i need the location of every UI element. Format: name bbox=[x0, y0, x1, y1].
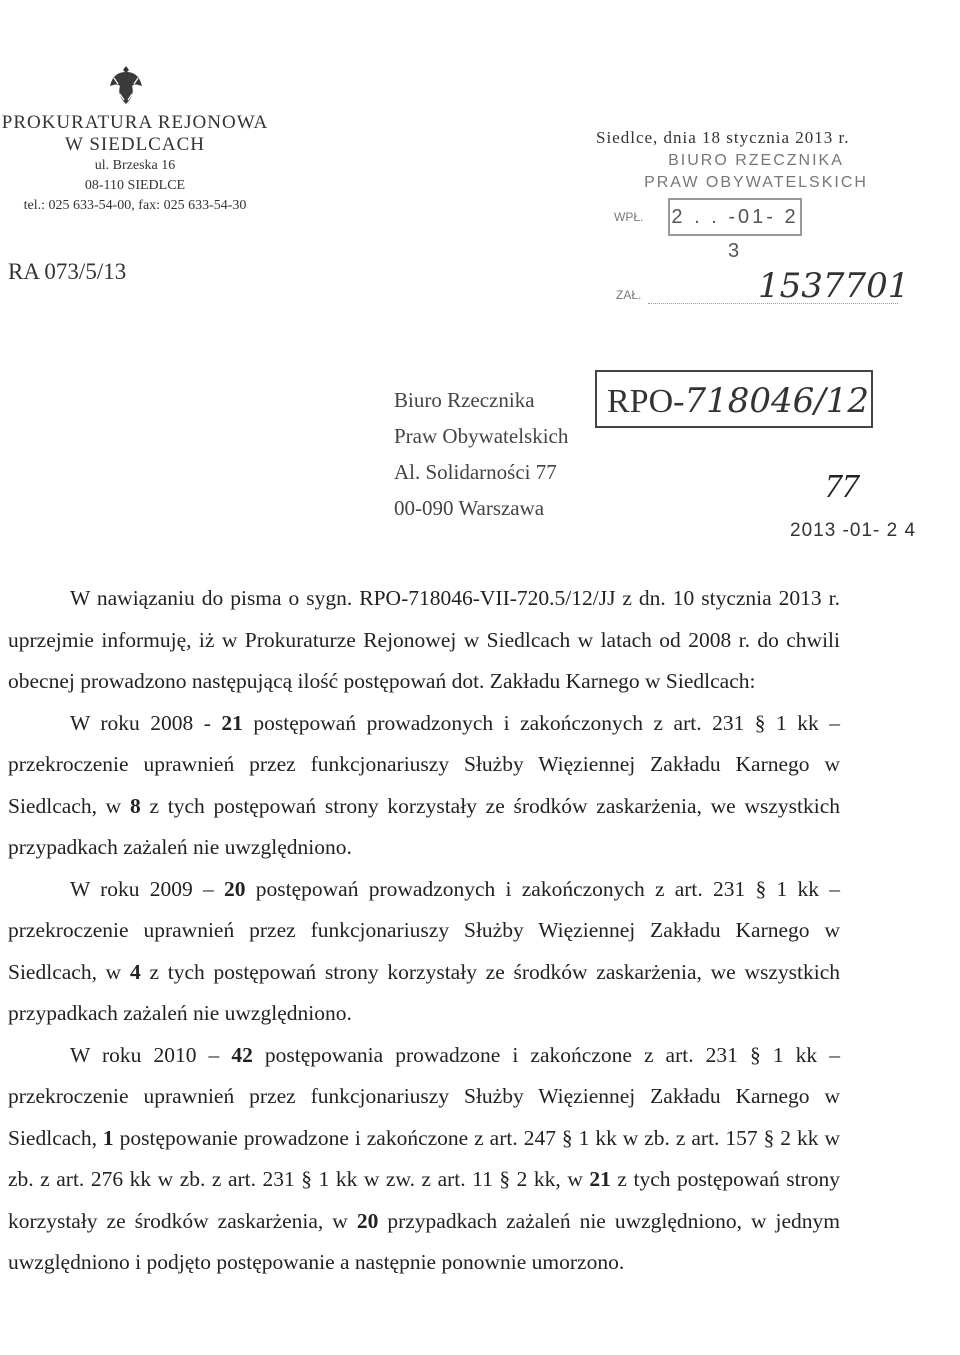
rpo-prefix: RPO- bbox=[607, 383, 685, 420]
recipient-address bbox=[394, 382, 568, 526]
count-value: 20 bbox=[224, 876, 246, 901]
rpo-handwritten: 718046/12 bbox=[684, 381, 869, 421]
stamp-wpl-date: 2 . . -01- 2 3 bbox=[668, 198, 802, 236]
rpo-stamp bbox=[595, 370, 873, 428]
eagle-emblem-icon bbox=[108, 62, 144, 108]
text-run: postępowania prowadzone i zakończone z art. 231 § 1 kk – przekroczenie uprawnień przez funkcjonariuszy Służby Więziennej Zakładu Karnego w Siedlcach, bbox=[8, 1042, 840, 1150]
text-run: postępowań prowadzonych i zakończonych z art. 231 § 1 kk – przekroczenie uprawnień przez funkcjonariuszy Służby Więziennej Zakładu Karnego w Siedlcach, w bbox=[8, 710, 840, 818]
intro-paragraph: W nawiązaniu do pisma o sygn. RPO-718046-VII-720.5/12/JJ z dn. 10 stycznia 2013 r. uprzejmie informuję, iż w Prokuraturze Rejonowej w Siedlcach w latach od 2008 r. do chwili obecnej prowadzono następującą ilość postępowań dot. Zakładu Karnego w Siedlcach: bbox=[8, 586, 840, 693]
count-value: 42 bbox=[231, 1042, 253, 1067]
text-run: z tych postępowań strony korzystały ze środków zaskarżenia, we wszystkich przypadkach zażaleń nie uwzględniono. bbox=[8, 793, 840, 859]
text-run: z tych postępowań strony korzystały ze środków zaskarżenia, we wszystkich przypadkach zażaleń nie uwzględniono. bbox=[8, 959, 840, 1025]
office-phone: tel.: 025 633-54-00, fax: 025 633-54-30 bbox=[23, 198, 247, 213]
paragraph-2009 bbox=[8, 869, 840, 1035]
stamp-handwritten-number: 1537701 bbox=[758, 266, 910, 306]
count-value: 20 bbox=[356, 1208, 379, 1233]
received-date-stamp: 2013 -01- 2 4 bbox=[790, 520, 917, 541]
place-and-date: Siedlce, dnia 18 stycznia 2013 r. bbox=[596, 128, 850, 147]
stamp-line-1: BIURO RZECZNIKA bbox=[668, 152, 844, 169]
count-value: 4 bbox=[129, 959, 141, 984]
paragraph-2010 bbox=[8, 1035, 840, 1284]
office-address: ul. Brzeska 16 bbox=[94, 158, 176, 173]
text-run: W roku 2009 – bbox=[70, 876, 225, 901]
office-postcode: 08-110 SIEDLCE bbox=[84, 178, 186, 193]
text-run: przypadkach zażaleń nie uwzględniono, w jednym uwzględniono i podjęto postępowanie a następnie ponownie umorzono. bbox=[8, 1208, 841, 1274]
office-name-line-1: PROKURATURA REJONOWA bbox=[1, 112, 269, 133]
count-value: 8 bbox=[129, 793, 141, 818]
incoming-stamp bbox=[608, 148, 910, 313]
stamp-line-2: PRAW OBYWATELSKICH bbox=[644, 174, 868, 191]
recipient-line-2: Praw Obywatelskich bbox=[394, 424, 569, 448]
letter-body bbox=[8, 578, 840, 1284]
stamp-zal-label: ZAŁ. bbox=[616, 288, 642, 302]
text-run: W roku 2010 – bbox=[70, 1042, 232, 1067]
recipient-line-3: Al. Solidarności 77 bbox=[394, 460, 557, 484]
paragraph-2008 bbox=[8, 703, 840, 869]
count-value: 21 bbox=[589, 1167, 611, 1191]
text-run: postępowanie prowadzone i zakończone z art. 247 § 1 kk w zb. z art. 157 § 2 kk w zb. z art. 276 kk w zb. z art. 231 § 1 kk w zw. z art. 11 § 2 kk, w bbox=[8, 1125, 840, 1191]
reference-number: RA 073/5/13 bbox=[8, 259, 127, 284]
recipient-line-1: Biuro Rzecznika bbox=[394, 388, 535, 412]
sender-block bbox=[0, 112, 270, 216]
count-value: 1 bbox=[102, 1125, 114, 1150]
stamp-wpl-label: WPŁ. bbox=[614, 210, 644, 224]
recipient-line-4: 00-090 Warszawa bbox=[394, 496, 545, 520]
handwritten-note: 77 bbox=[825, 468, 859, 505]
text-run: z tych postępowań strony korzystały ze środków zaskarżenia, w bbox=[8, 1167, 841, 1233]
office-name-line-2: W SIEDLCACH bbox=[65, 134, 205, 155]
text-run: postępowań prowadzonych i zakończonych z art. 231 § 1 kk – przekroczenie uprawnień przez funkcjonariuszy Służby Więziennej Zakładu Karnego w Siedlcach, w bbox=[8, 876, 840, 984]
count-value: 21 bbox=[221, 710, 243, 735]
text-run: W roku 2008 - bbox=[70, 710, 222, 735]
